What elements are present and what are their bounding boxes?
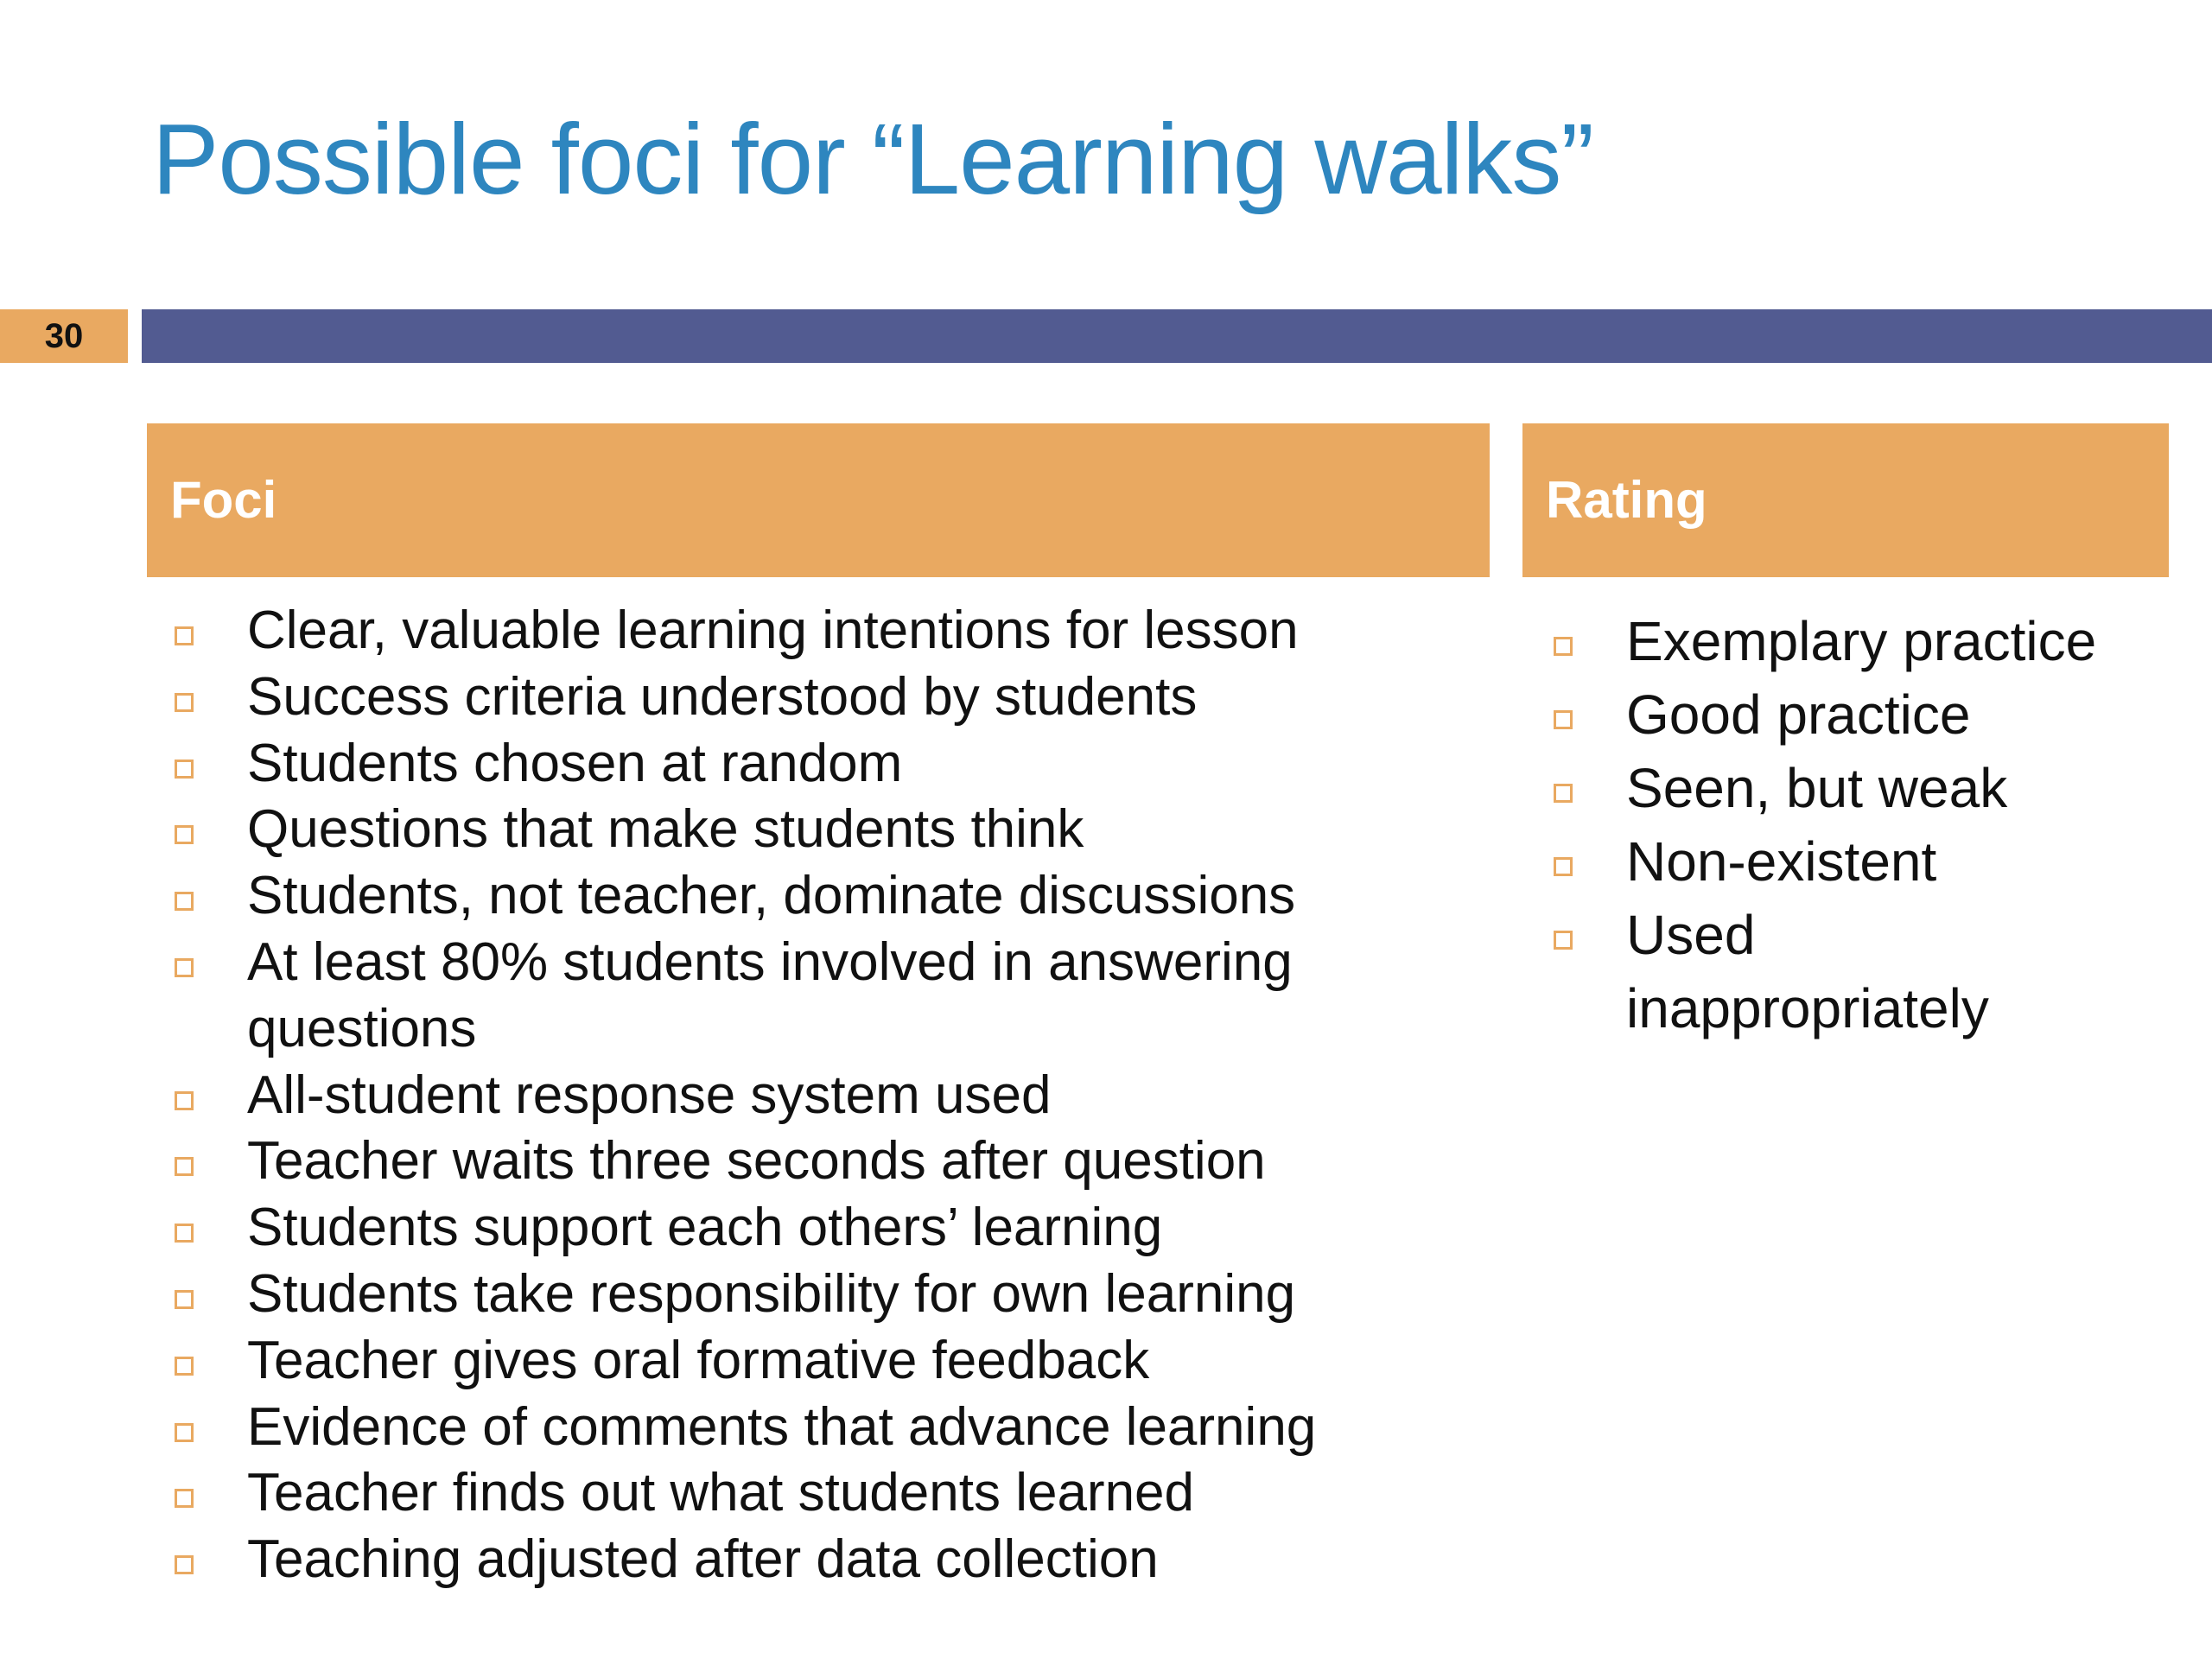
foci-item-text: Clear, valuable learning intentions for lesson (247, 601, 1299, 660)
foci-list-item (168, 731, 1516, 798)
foci-list-item (168, 930, 1516, 1063)
hollow-square-bullet-icon (175, 1157, 194, 1176)
hollow-square-bullet-icon (175, 825, 194, 844)
foci-item-text-line-1: At least 80% students involved in answering (247, 931, 1293, 992)
hollow-square-bullet-icon (175, 1224, 194, 1243)
foci-list-item (168, 1527, 1516, 1593)
hollow-square-bullet-icon (175, 1290, 194, 1309)
slide-number-badge: 30 (0, 309, 128, 363)
hollow-square-bullet-icon (175, 1555, 194, 1574)
hollow-square-bullet-icon (175, 626, 194, 645)
hollow-square-bullet-icon (175, 1423, 194, 1442)
foci-item-text: Teacher finds out what students learned (247, 1463, 1195, 1523)
foci-item-text-line-2: questions (247, 998, 477, 1058)
foci-list-item (168, 664, 1516, 731)
rating-item-text: Good practice (1626, 683, 1971, 746)
rating-item-text: Seen, but weak (1626, 757, 2008, 819)
rating-list-item (1547, 605, 2186, 678)
rating-column-header (1522, 423, 2169, 577)
foci-item-text: Students support each others’ learning (247, 1198, 1163, 1258)
hollow-square-bullet-icon (175, 892, 194, 911)
rating-item-text: Non-existent (1626, 830, 1937, 893)
foci-list-item (168, 1262, 1516, 1328)
foci-item-text: All-student response system used (247, 1065, 1052, 1125)
rating-list-item (1547, 678, 2186, 752)
foci-item-text: Evidence of comments that advance learning (247, 1396, 1317, 1457)
hollow-square-bullet-icon (1554, 710, 1573, 729)
foci-column-header (147, 423, 1490, 577)
foci-list-item (168, 1395, 1516, 1461)
hollow-square-bullet-icon (175, 958, 194, 977)
foci-header-label: Foci (170, 471, 277, 529)
foci-list-item (168, 1128, 1516, 1195)
hollow-square-bullet-icon (1554, 637, 1573, 656)
foci-item-text: Teacher waits three seconds after question (247, 1131, 1266, 1192)
title-divider-bar (142, 309, 2212, 363)
foci-item-text: Students, not teacher, dominate discussions (247, 866, 1296, 926)
rating-list (1547, 605, 2186, 1046)
hollow-square-bullet-icon (1554, 784, 1573, 803)
rating-list-item (1547, 825, 2186, 899)
foci-item-text: Questions that make students think (247, 799, 1084, 860)
foci-list-item (168, 1460, 1516, 1527)
rating-item-text-line-2: inappropriately (1626, 977, 1989, 1039)
rating-list-item (1547, 899, 2186, 1046)
hollow-square-bullet-icon (1554, 931, 1573, 950)
foci-list-item (168, 598, 1516, 664)
foci-item-text: Students chosen at random (247, 733, 903, 793)
slide-title: Possible foci for “Learning walks” (152, 103, 1594, 215)
rating-header-label: Rating (1546, 471, 1707, 529)
foci-item-text: Teaching adjusted after data collection (247, 1529, 1159, 1590)
foci-list-item (168, 1063, 1516, 1129)
hollow-square-bullet-icon (175, 693, 194, 712)
foci-item-text: Teacher gives oral formative feedback (247, 1330, 1150, 1390)
hollow-square-bullet-icon (175, 1489, 194, 1508)
hollow-square-bullet-icon (1554, 857, 1573, 876)
foci-item-text: Students take responsibility for own learning (247, 1263, 1296, 1324)
rating-item-text-line-1: Used (1626, 904, 1756, 966)
hollow-square-bullet-icon (175, 760, 194, 779)
hollow-square-bullet-icon (175, 1357, 194, 1376)
foci-list-item (168, 1195, 1516, 1262)
foci-list-item (168, 863, 1516, 930)
rating-item-text: Exemplary practice (1626, 610, 2097, 672)
foci-list (168, 598, 1516, 1593)
hollow-square-bullet-icon (175, 1091, 194, 1110)
foci-list-item (168, 1328, 1516, 1395)
foci-item-text: Success criteria understood by students (247, 666, 1198, 727)
rating-list-item (1547, 752, 2186, 825)
foci-list-item (168, 797, 1516, 863)
